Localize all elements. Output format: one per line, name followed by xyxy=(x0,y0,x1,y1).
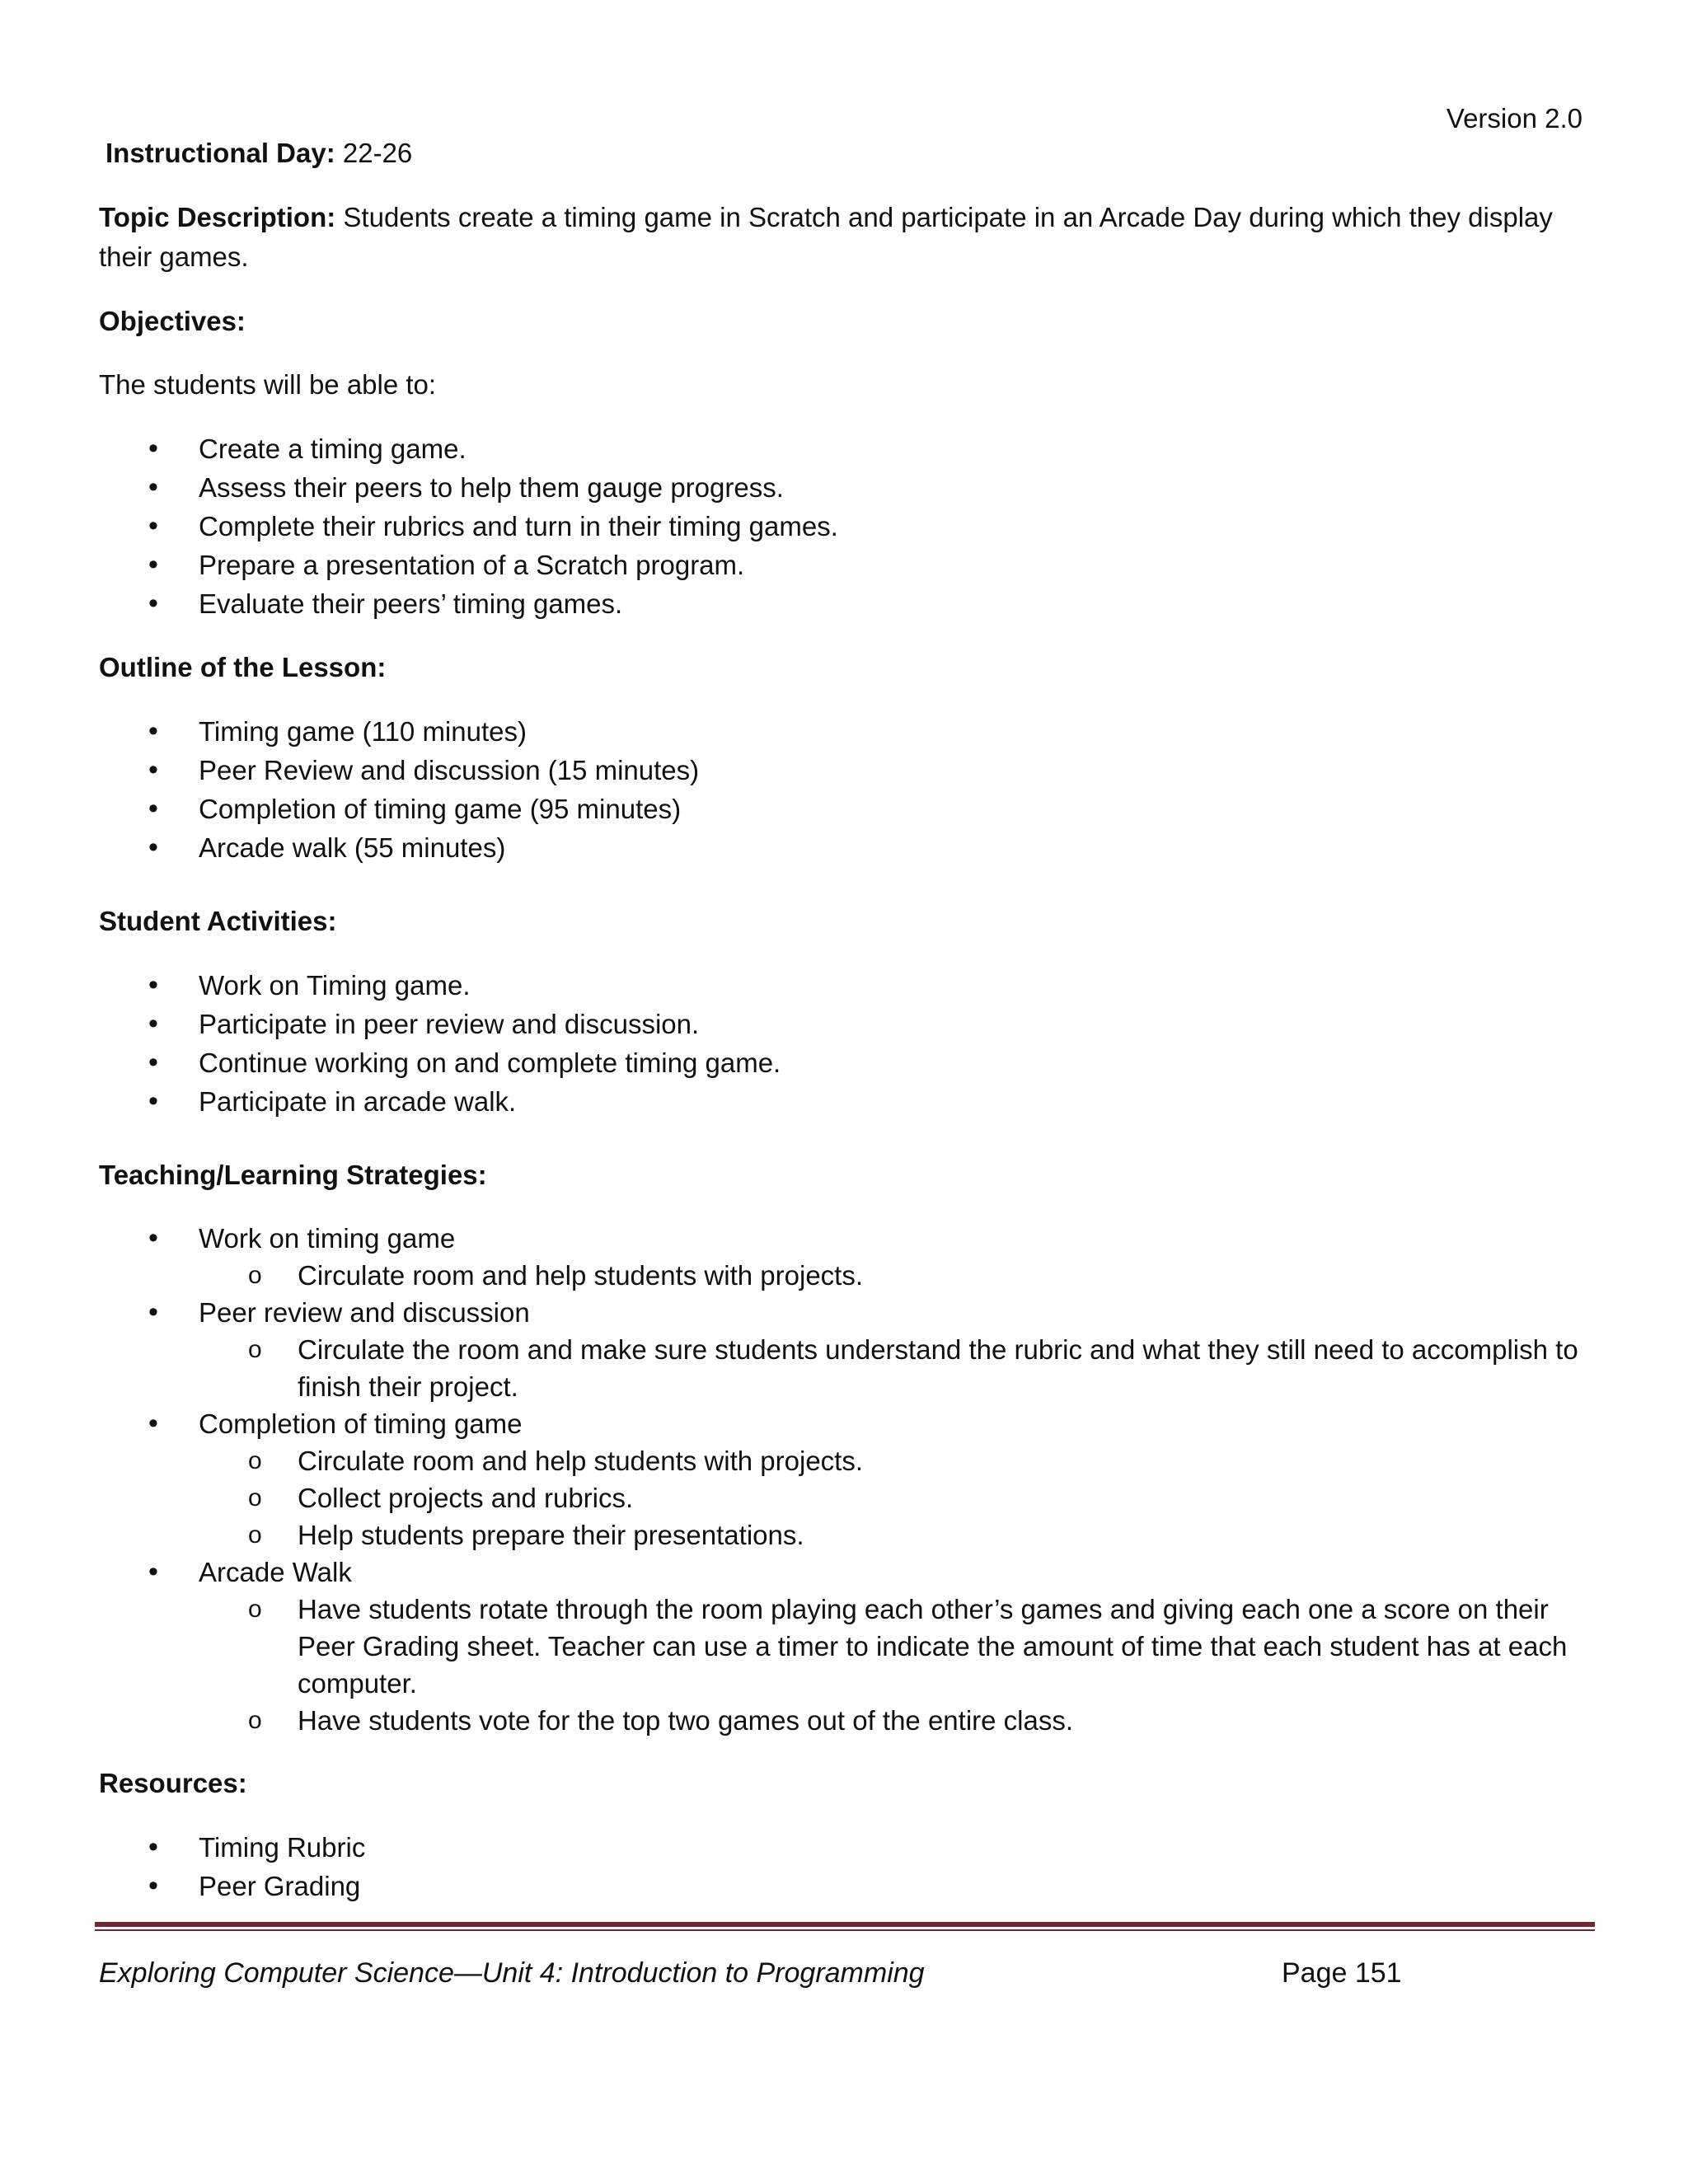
footer-divider-thick xyxy=(95,1922,1595,1927)
sub-list-item: o Have students rotate through the room playing each other’s games and giving each one a score on their Peer Grading sheet. Teacher can use a timer to indicate the amount of time that each student has at each computer. xyxy=(199,1591,1592,1702)
objectives-list xyxy=(99,429,1592,623)
strategy-label: Arcade Walk xyxy=(199,1556,352,1587)
strategy-label: Work on timing game xyxy=(199,1222,456,1254)
list-item: • Complete their rubrics and turn in their timing games. xyxy=(99,507,1592,546)
sub-list-item: o Collect projects and rubrics. xyxy=(199,1479,1592,1516)
sub-list-item: o Have students vote for the top two games out of the entire class. xyxy=(199,1702,1592,1739)
document-body xyxy=(99,134,1592,1930)
list-item: • Continue working on and complete timing game. xyxy=(99,1043,1592,1082)
topic-description-text: Students create a timing game in Scratch and participate in an Arcade Day during which they display their games. xyxy=(99,201,1553,272)
sub-list xyxy=(199,1257,1592,1294)
footer-title: Exploring Computer Science—Unit 4: Introduction to Programming xyxy=(99,1957,925,1989)
topic-description xyxy=(99,198,1592,277)
student-activities-list xyxy=(99,966,1592,1121)
sub-list xyxy=(199,1331,1592,1405)
resources-heading: Resources: xyxy=(99,1767,247,1798)
list-item xyxy=(99,1554,1592,1739)
topic-description-label: Topic Description: xyxy=(99,201,336,232)
strategy-label: Peer review and discussion xyxy=(199,1296,530,1328)
strategies-list xyxy=(99,1220,1592,1739)
instructional-day xyxy=(106,134,1592,173)
sub-list-item: o Circulate room and help students with projects. xyxy=(199,1442,1592,1479)
instructional-day-label: Instructional Day: xyxy=(106,138,335,168)
list-item: • Create a timing game. xyxy=(99,429,1592,468)
sub-list-item: o Circulate room and help students with projects. xyxy=(199,1257,1592,1294)
list-item: • Work on Timing game. xyxy=(99,966,1592,1005)
list-item: • Completion of timing game (95 minutes) xyxy=(99,790,1592,828)
outline-heading: Outline of the Lesson: xyxy=(99,652,387,683)
list-item: • Participate in peer review and discussion. xyxy=(99,1005,1592,1043)
version-label: Version 2.0 xyxy=(1446,103,1582,134)
list-item: • Peer Grading xyxy=(99,1867,1592,1905)
list-item xyxy=(99,1405,1592,1554)
list-item: • Prepare a presentation of a Scratch program. xyxy=(99,546,1592,584)
list-item: • Participate in arcade walk. xyxy=(99,1082,1592,1121)
list-item: • Arcade walk (55 minutes) xyxy=(99,828,1592,867)
list-item: • Evaluate their peers’ timing games. xyxy=(99,584,1592,623)
student-activities-heading: Student Activities: xyxy=(99,906,337,937)
list-item: • Timing Rubric xyxy=(99,1828,1592,1867)
page-number: Page 151 xyxy=(1282,1957,1402,1989)
outline-list xyxy=(99,712,1592,867)
objectives-heading: Objectives: xyxy=(99,305,246,336)
list-item: • Assess their peers to help them gauge progress. xyxy=(99,468,1592,507)
list-item xyxy=(99,1220,1592,1294)
footer-divider xyxy=(95,1922,1595,1933)
strategy-label: Completion of timing game xyxy=(199,1408,523,1439)
instructional-day-value: 22-26 xyxy=(335,138,413,168)
sub-list-item: o Circulate the room and make sure students understand the rubric and what they still need to accomplish to finish their project. xyxy=(199,1331,1592,1405)
sub-list-item: o Help students prepare their presentations. xyxy=(199,1516,1592,1554)
footer-divider-thin xyxy=(95,1929,1595,1931)
sub-list xyxy=(199,1591,1592,1739)
sub-list xyxy=(199,1442,1592,1554)
strategies-heading: Teaching/Learning Strategies: xyxy=(99,1159,487,1190)
list-item: • Timing game (110 minutes) xyxy=(99,712,1592,751)
objectives-intro: The students will be able to: xyxy=(99,369,437,401)
resources-list xyxy=(99,1828,1592,1905)
list-item: • Peer Review and discussion (15 minutes) xyxy=(99,751,1592,790)
list-item xyxy=(99,1294,1592,1405)
